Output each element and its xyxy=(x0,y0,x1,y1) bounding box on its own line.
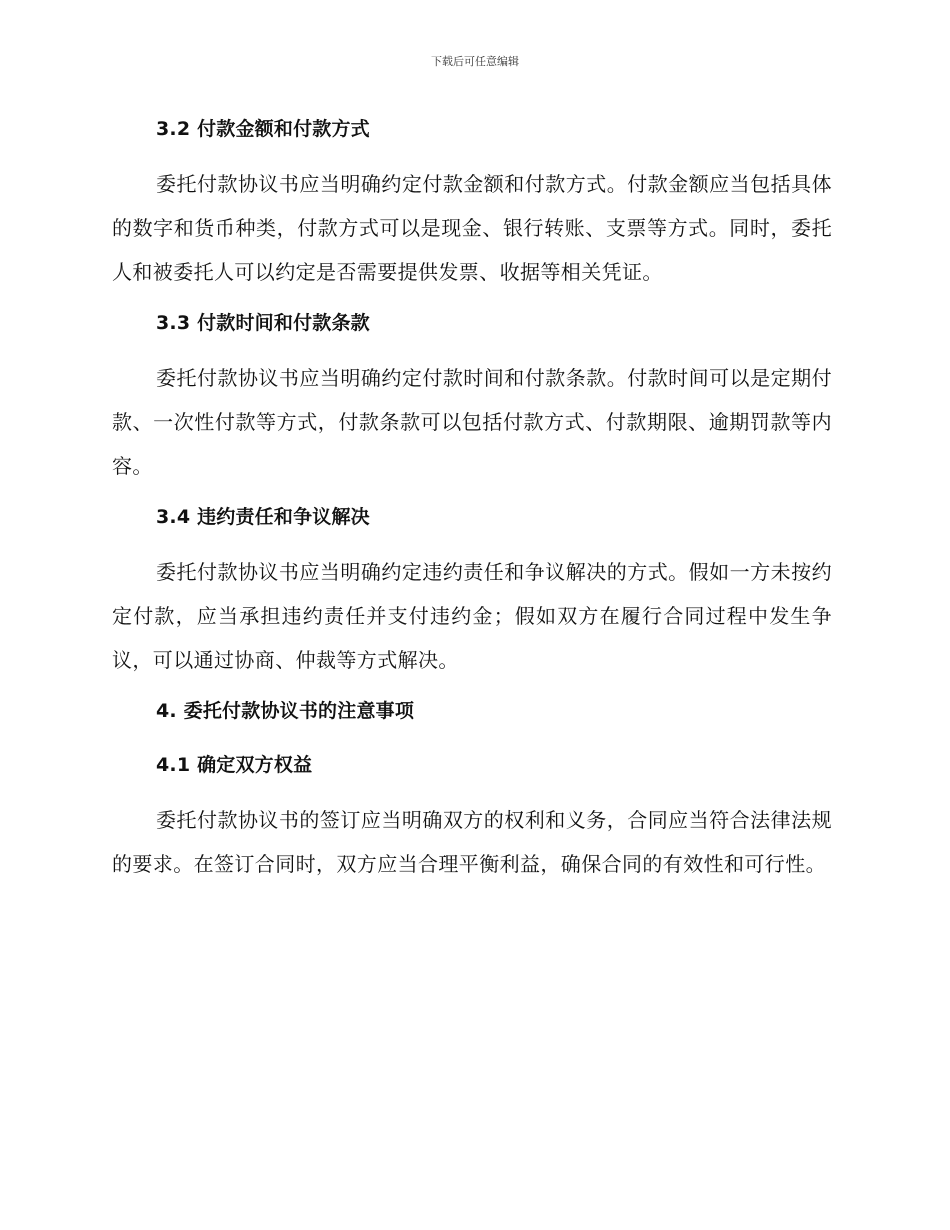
section-heading-4-1: 4.1 确定双方权益 xyxy=(156,754,313,776)
section-paragraph-3-2: 委托付款协议书应当明确约定付款金额和付款方式。付款金额应当包括具体的数字和货币种类，付款方式可以是现金、银行转账、支票等方式。同时，委托人和被委托人可以约定是否需要提供发票、收据等相关凭证。 xyxy=(112,172,832,284)
section-paragraph-3-4: 委托付款协议书应当明确约定违约责任和争议解决的方式。假如一方未按约定付款，应当承担违约责任并支付违约金；假如双方在履行合同过程中发生争议，可以通过协商、仲裁等方式解决。 xyxy=(112,560,832,672)
section-paragraph-3-3: 委托付款协议书应当明确约定付款时间和付款条款。付款时间可以是定期付款、一次性付款等方式，付款条款可以包括付款方式、付款期限、逾期罚款等内容。 xyxy=(112,366,832,478)
section-heading-4: 4. 委托付款协议书的注意事项 xyxy=(156,700,415,722)
section-paragraph-4-1: 委托付款协议书的签订应当明确双方的权利和义务，合同应当符合法律法规的要求。在签订合同时，双方应当合理平衡利益，确保合同的有效性和可行性。 xyxy=(112,808,832,876)
section-heading-3-4: 3.4 违约责任和争议解决 xyxy=(156,506,370,528)
section-heading-3-3: 3.3 付款时间和付款条款 xyxy=(156,312,370,334)
section-heading-3-2: 3.2 付款金额和付款方式 xyxy=(156,118,370,140)
document-body xyxy=(112,110,832,886)
page-header: 下载后可任意编辑 xyxy=(431,55,519,68)
